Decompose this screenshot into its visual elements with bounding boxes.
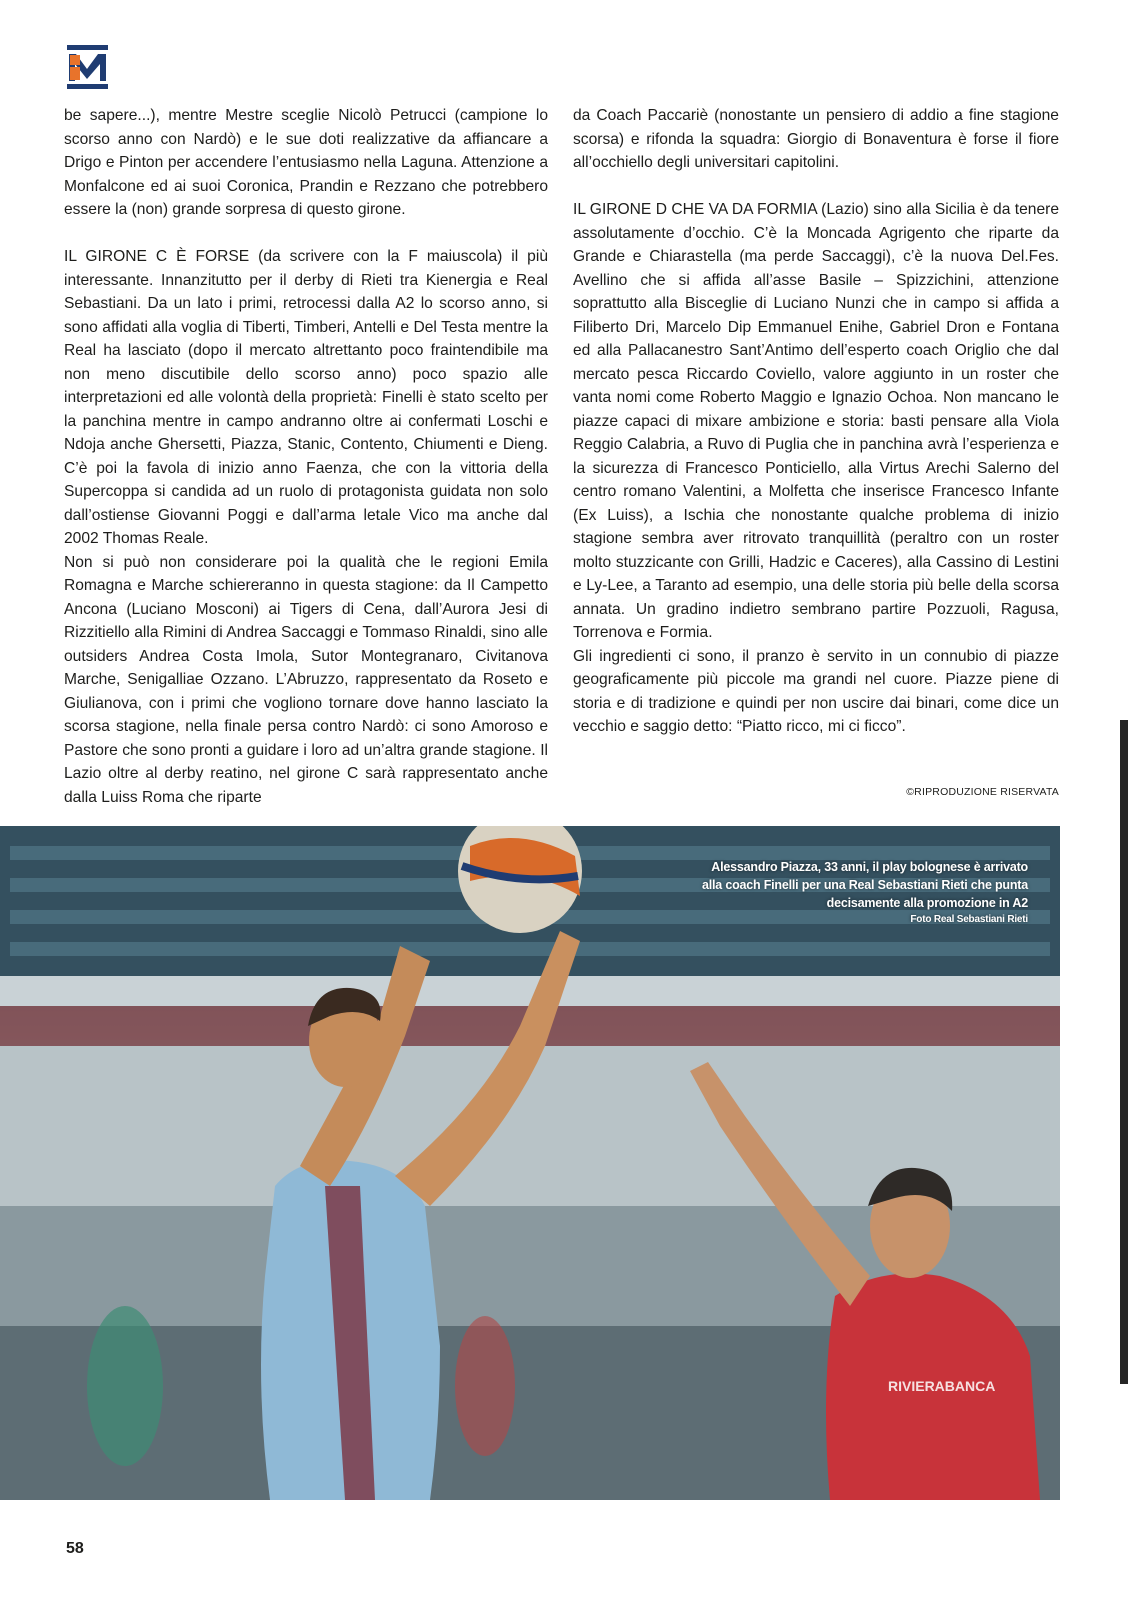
photo-caption [688, 858, 1028, 928]
paragraph: IL GIRONE C È FORSE (da scrivere con la F maiuscola) il più interessante. Innanzitutto per il derby di Rieti tra Kienergia e Real Sebastiani. Da un lato i primi, retrocessi dalla A2 lo scorso anno, si sono affidati alla voglia di Tiberti, Timberi, Antelli e Del Testa mentre la Real ha lasciato (dopo il mercato altrettanto poco fraintendibile ma non meno discutibile dello scorso anno) poco spazio alle interpretazioni ed alle volontà della proprietà: Finelli è stato scelto per la panchina mentre in campo andranno oltre ai confermati Loschi e Ndoja anche Ghersetti, Piazza, Stanic, Contento, Chiumenti e Dieng. C’è poi la favola di inizio anno Faenza, che con la vittoria della Supercoppa si candida ad un ruolo di protagonista guidata non solo dall’ostiense Giovanni Poggi e dall’arma letale Vico ma anche dal 2002 Thomas Reale. [64, 248, 548, 547]
photo-credit: Foto Real Sebastiani Rieti [910, 914, 1028, 925]
paragraph: IL GIRONE D CHE VA DA FORMIA (Lazio) sino alla Sicilia è da tenere assolutamente d’occhio. C’è la Moncada Agrigento che riparte da Grande e Chiarastella (ma perde Saccaggi), c’è la nuova Del.Fes. Avellino che si affida all’asse Basile – Spizzichini, attenzione soprattutto alla Bisceglie di Luciano Nunzi che in campo si affida a Filiberto Dri, Marcelo Dip Emmanuel Enihe, Gabriel Dron e Fontana ed alla Pallacanestro Sant’Antimo dell’esperto coach Origlio che dal mercato pesca Riccardo Coviello, valore aggiunto in un roster che vanta nomi come Roberto Maggio e Ignazio Ochoa. Non mancano le piazze capaci di mixare ambizione e storia: basti pensare alla Viola Reggio Calabria, a Ruvo di Puglia che in panchina avrà l’esperienza e la sicurezza di Francesco Ponticiello, alla Virtus Arechi Salerno del centro romano Valentini, a Molfetta che inserisce Francesco Infante (Ex Luiss), a Ischia che nonostante qualche problema di inizio stagione sembra aver ritrovato tranquillità (peraltro con un roster molto stuzzicante con Grilli, Hadzic e Caceres), alla Cassino di Lestini e Ly-Lee, a Taranto ad esempio, una delle storia più belle della scorsa annata. Un gradino indietro sembrano partire Pozzuoli, Ragusa, Torrenova e Formia. [573, 201, 1059, 641]
paragraph: be sapere...), mentre Mestre sceglie Nicolò Petrucci (campione lo scorso anno con Nardò) e le sue doti realizzative da affiancare a Drigo e Pinton per accendere l’entusiasmo nella Laguna. Attenzione a Monfalcone ed ai suoi Coronica, Prandin e Rezzano che potrebbero essere la (non) grande sorpresa di questo girone. [64, 107, 548, 218]
copyright-notice: ©RIPRODUZIONE RISERVATA [906, 786, 1059, 798]
basketball-photo [0, 826, 1060, 1500]
article-column-right [573, 104, 1059, 739]
magazine-logo [67, 45, 108, 89]
paragraph: da Coach Paccariè (nonostante un pensiero di addio a fine stagione scorsa) e rifonda la squadra: Giorgio di Bonaventura è forse il fiore all’occhiello degli universitari capitolini. [573, 107, 1059, 171]
page-edge-bar [1120, 720, 1128, 1384]
caption-line: Alessandro Piazza, 33 anni, il play bolognese è arrivato [711, 860, 1028, 874]
article-column-left [64, 104, 548, 809]
jersey-text: RIVIERABANCA [888, 1378, 996, 1394]
paragraph: Gli ingredienti ci sono, il pranzo è servito in un connubio di piazze geograficamente più piccole ma grandi nel cuore. Piazze piene di storia e di tradizione e quindi per non uscire dai binari, come dice un vecchio e saggio detto: “Piatto ricco, mi ci ficco”. [573, 647, 1059, 735]
caption-line: decisamente alla promozione in A2 [826, 896, 1028, 910]
caption-line: alla coach Finelli per una Real Sebastiani Rieti che punta [702, 878, 1028, 892]
page-number: 58 [66, 1540, 84, 1557]
paragraph: Non si può non considerare poi la qualità che le regioni Emila Romagna e Marche schiereranno in questa stagione: da Il Campetto Ancona (Luciano Mosconi) ai Tigers di Cena, dall’Aurora Jesi di Rizzitiello alla Rimini di Andrea Saccaggi e Tommaso Rinaldi, sino alle outsiders Andrea Costa Imola, Sutor Montegranaro, Civitanova Marche, Senigalliae Ozzano. L’Abruzzo, rappresentato da Roseto e Giulianova, con i primi che vogliono tornare dove hanno lasciato la scorsa stagione, nella finale persa contro Nardò: ci sono Amoroso e Pastore che sono pronti a guidare i loro ad un’altra grande stagione. Il Lazio oltre al derby reatino, nel girone C sarà rappresentato anche dalla Luiss Roma che riparte [64, 553, 548, 806]
